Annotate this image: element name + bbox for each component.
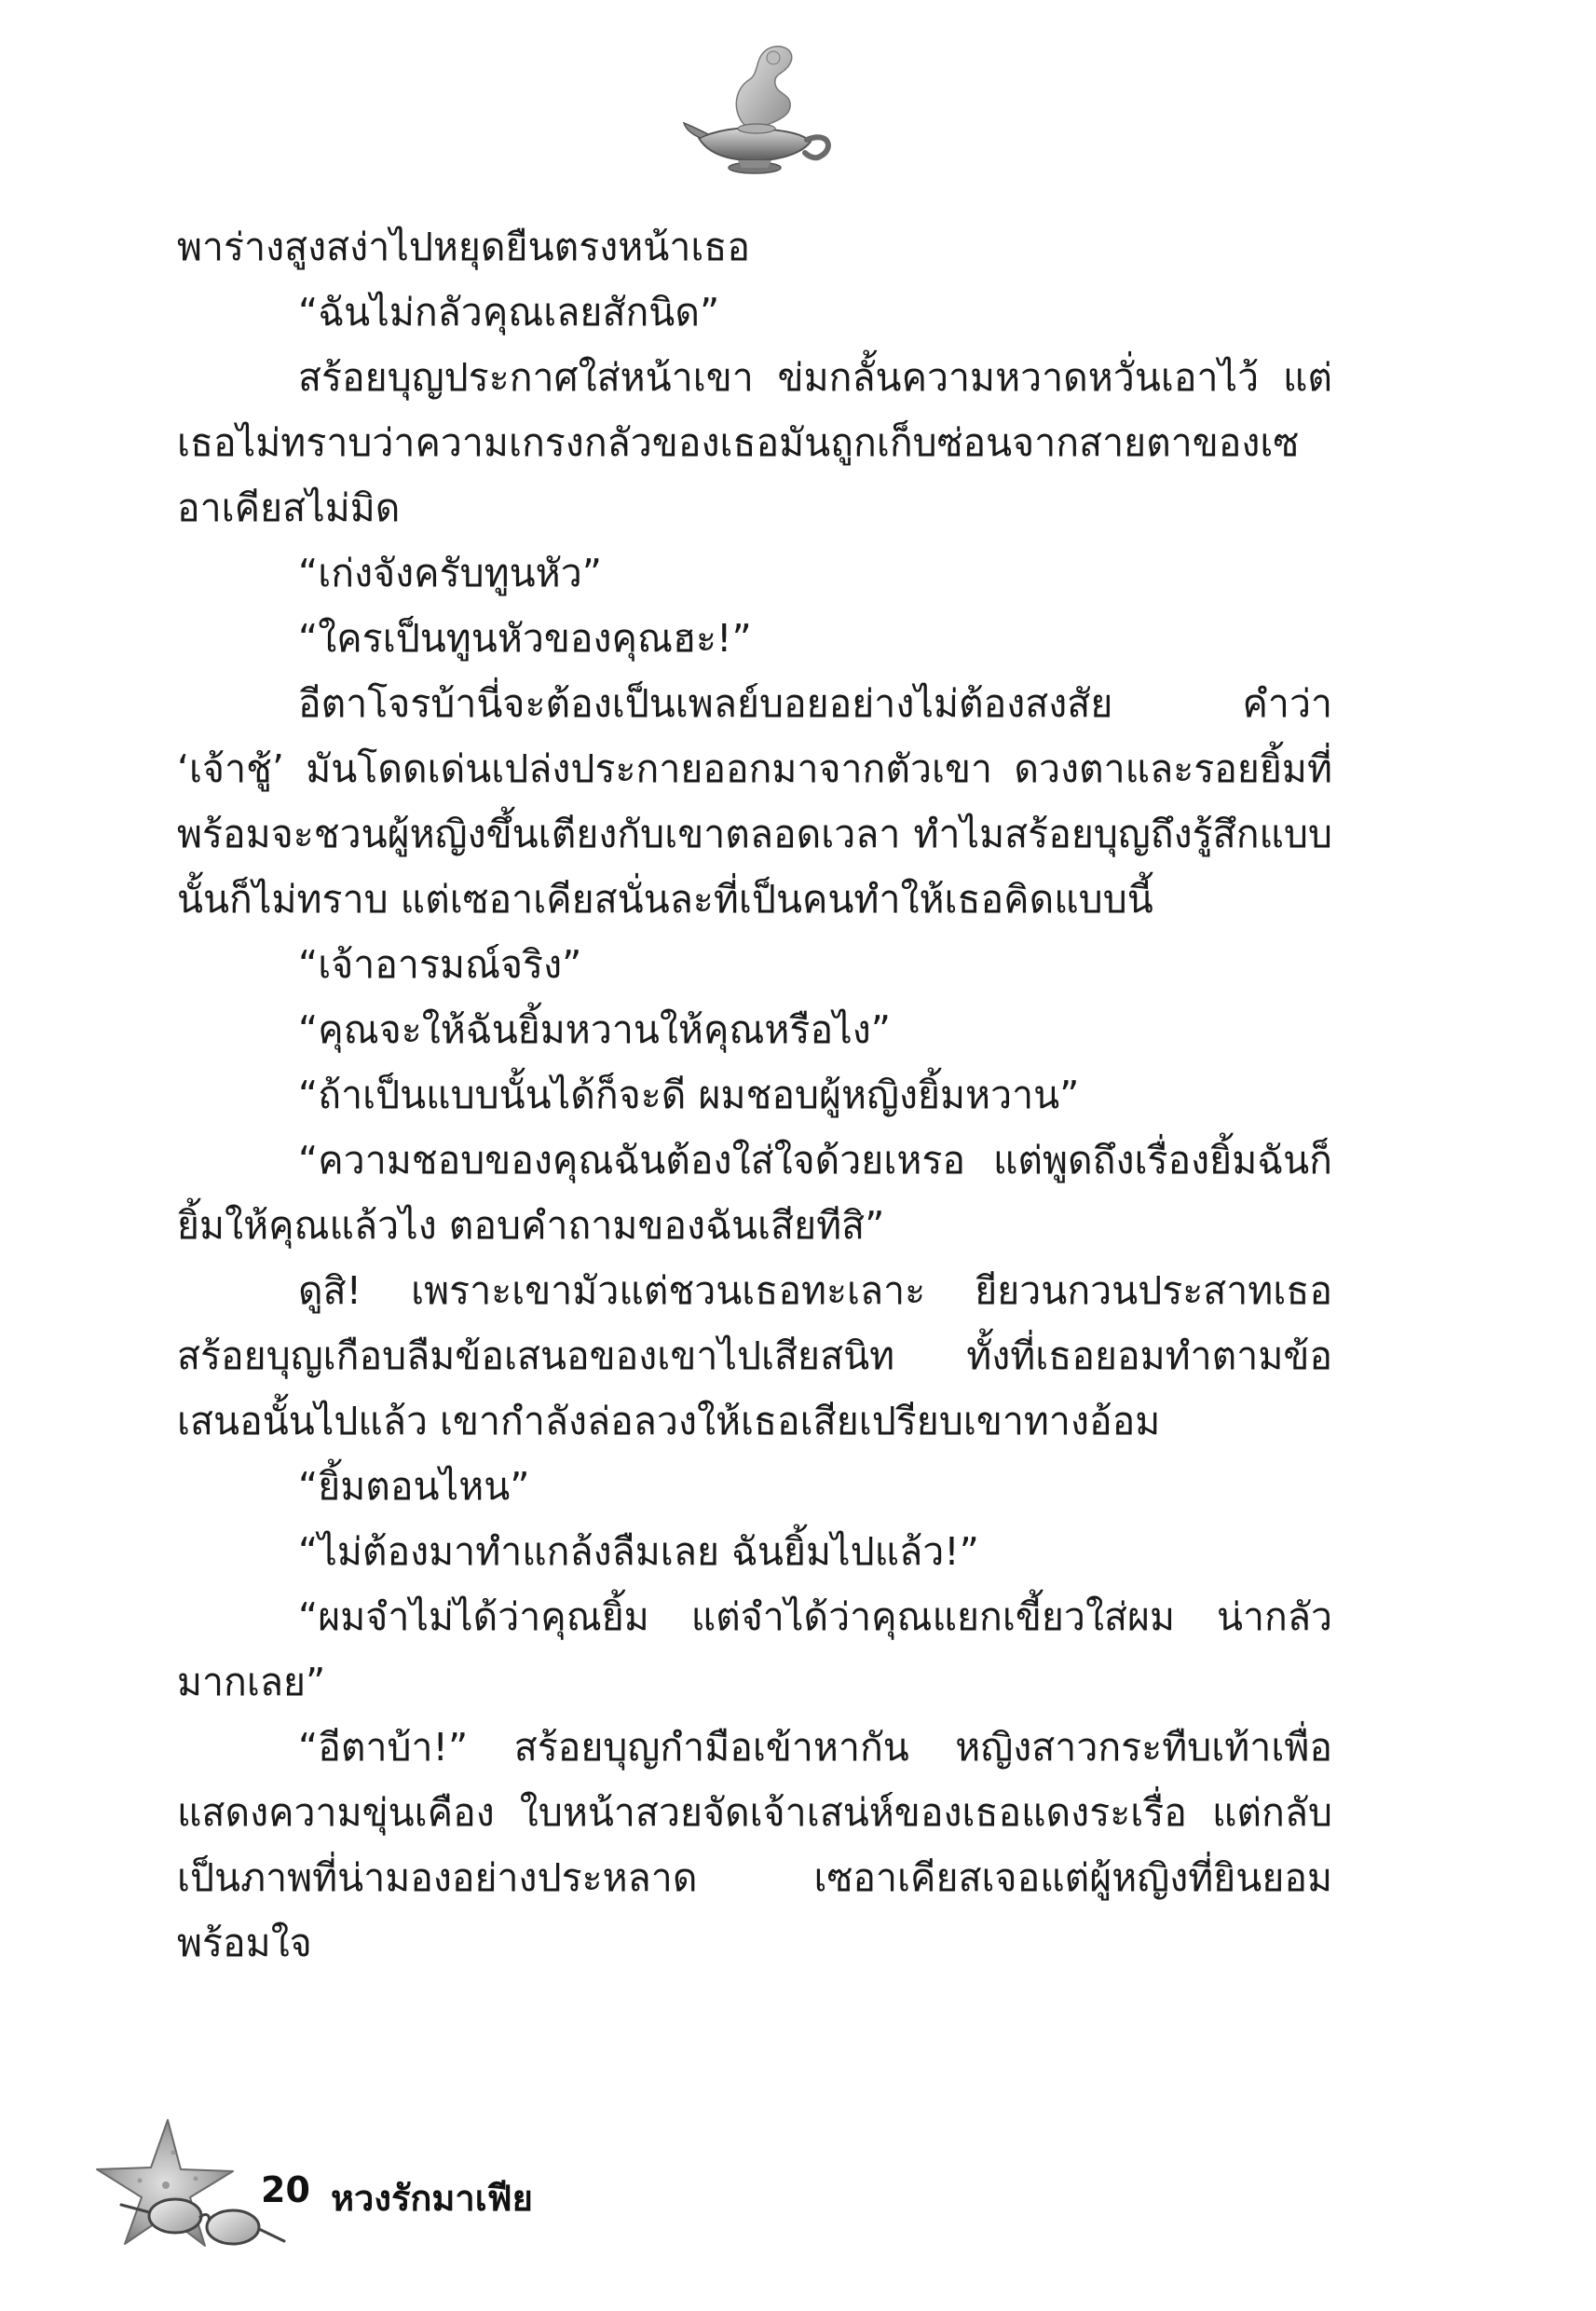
paragraph: “ผมจำไม่ได้ว่าคุณยิ้ม แต่จำได้ว่าคุณแยกเขี้ยวใส่ผม น่ากลัวมากเลย” <box>177 1594 1332 1704</box>
paragraph: สร้อยบุญประกาศใส่หน้าเขา ข่มกลั้นความหวาดหวั่นเอาไว้ แต่เธอไม่ทราบว่าความเกรงกลัวของเธอมันถูกเก็บซ่อนจากสายตาของเซอาเคียสไม่มิด <box>177 355 1332 530</box>
page-body-text <box>177 214 1332 1976</box>
paragraph: “อีตาบ้า!” สร้อยบุญกำมือเข้าหากัน หญิงสาวกระทืบเท้าเพื่อแสดงความขุ่นเคือง ใบหน้าสวยจัดเจ้าเสน่ห์ของเธอแดงระเรื่อ แต่กลับเป็นภาพที่น่ามองอย่างประหลาด เซอาเคียสเจอแต่ผู้หญิงที่ยินยอมพร้อมใจ <box>177 1725 1332 1965</box>
paragraph: “เก่งจังครับทูนหัว” <box>298 551 602 595</box>
paragraph: ดูสิ! เพราะเขามัวแต่ชวนเธอทะเลาะ ยียวนกวนประสาทเธอสร้อยบุญเกือบลืมข้อเสนอของเขาไปเสียสนิท ทั้งที่เธอยอมทำตามข้อเสนอนั้นไปแล้ว เขากำลังล่อลวงให้เธอเสียเปรียบเขาทางอ้อม <box>177 1268 1332 1443</box>
page-number: 20 <box>261 2169 310 2210</box>
paragraph: “ยิ้มตอนไหน” <box>298 1464 530 1509</box>
paragraph: “เจ้าอารมณ์จริง” <box>298 942 582 987</box>
paragraph: “ถ้าเป็นแบบนั้นได้ก็จะดี ผมชอบผู้หญิงยิ้มหวาน” <box>298 1073 1080 1117</box>
book-title: หวงรักมาเฟีย <box>331 2178 533 2219</box>
paragraph: “ใครเป็นทูนหัวของคุณฮะ!” <box>298 616 752 661</box>
paragraph: “ความชอบของคุณฉันต้องใส่ใจด้วยเหรอ แต่พูดถึงเรื่องยิ้มฉันก็ยิ้มให้คุณแล้วไง ตอบคำถามของฉันเสียทีสิ” <box>177 1138 1332 1248</box>
paragraph: “ฉันไม่กลัวคุณเลยสักนิด” <box>298 290 720 335</box>
paragraph: “คุณจะให้ฉันยิ้มหวานให้คุณหรือไง” <box>298 1007 891 1052</box>
paragraph: “ไม่ต้องมาทำแกล้งลืมเลย ฉันยิ้มไปแล้ว!” <box>298 1529 979 1574</box>
paragraph: พาร่างสูงสง่าไปหยุดยืนตรงหน้าเธอ <box>177 225 750 269</box>
paragraph: อีตาโจรบ้านี่จะต้องเป็นเพลย์บอยอย่างไม่ต้องสงสัย คำว่า ‘เจ้าชู้’ มันโดดเด่นเปล่งประกายออกมาจากตัวเขา ดวงตาและรอยยิ้มที่พร้อมจะชวนผู้หญิงขึ้นเตียงกับเขาตลอดเวลา ทำไมสร้อยบุญถึงรู้สึกแบบนั้นก็ไม่ทราบ แต่เซอาเคียสนั่นละที่เป็นคนทำให้เธอคิดแบบนี้ <box>177 681 1332 922</box>
page-footer <box>84 2115 736 2283</box>
magic-lamp-genie-icon <box>680 37 839 177</box>
